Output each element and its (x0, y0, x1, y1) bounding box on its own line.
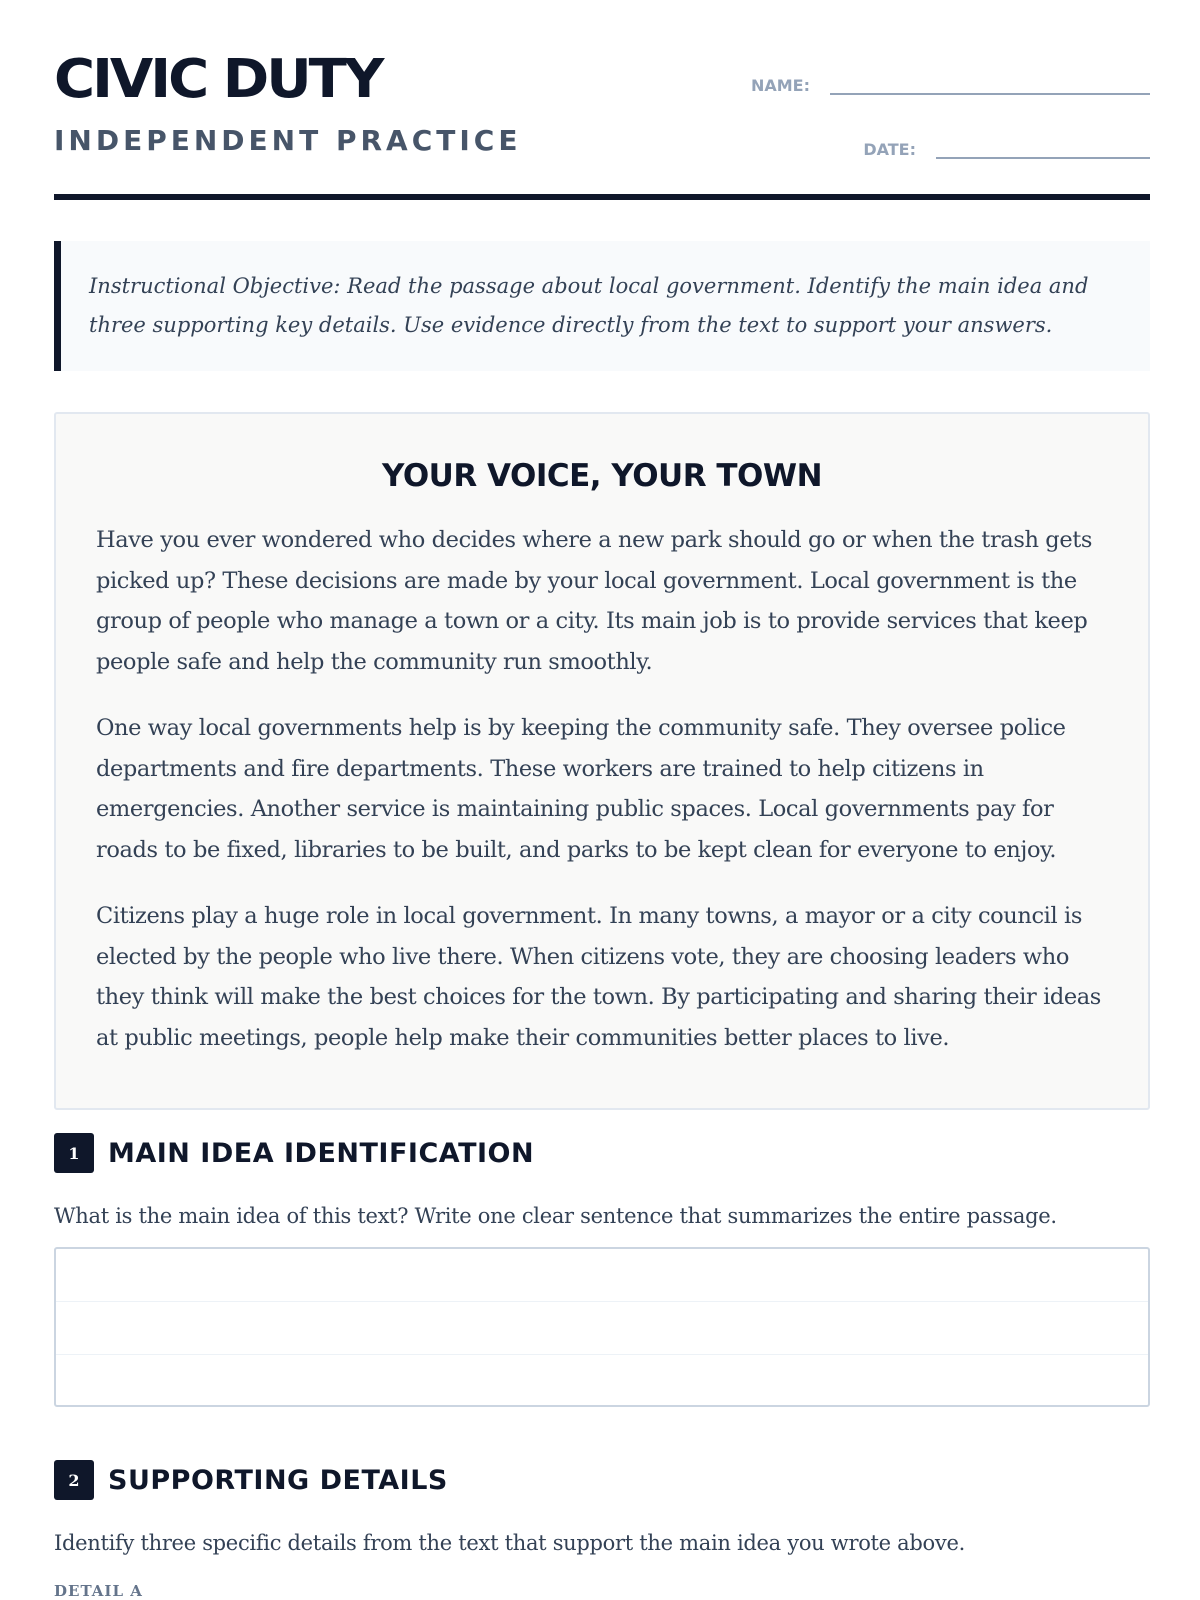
answer-line[interactable] (56, 1249, 1148, 1302)
passage-title: YOUR VOICE, YOUR TOWN (381, 458, 823, 494)
date-label: DATE: (863, 140, 916, 159)
section-2-prompt: Identify three specific details from the text that support the main idea you wrote above. (54, 1531, 965, 1555)
passage-paragraph: Citizens play a huge role in local government. In many towns, a mayor or a city council is elected by the people who live there. When citizens vote, they are choosing leaders who they think will make the best choices for the town. By participating and sharing their ideas at public meetings, people help make their communities better places to live. (96, 903, 1101, 1051)
worksheet-header (54, 0, 1150, 200)
worksheet-page (54, 0, 1150, 1600)
worksheet-title: CIVIC DUTY (54, 48, 382, 111)
answer-line[interactable] (56, 1302, 1148, 1355)
name-label: NAME: (750, 76, 810, 95)
section-1-prompt: What is the main idea of this text? Write one clear sentence that summarizes the entire passage. (54, 1204, 1057, 1228)
section-title: SUPPORTING DETAILS (108, 1464, 448, 1496)
section-title: MAIN IDEA IDENTIFICATION (108, 1137, 535, 1169)
name-field[interactable] (751, 76, 1150, 95)
header-divider (54, 194, 1150, 200)
reading-passage (54, 412, 1150, 1110)
date-field[interactable] (863, 140, 1150, 159)
section-number-badge: 2 (54, 1460, 94, 1500)
section-1-header (54, 1133, 534, 1173)
passage-paragraph: One way local governments help is by keeping the community safe. They oversee police departments and fire departments. These workers are trained to help citizens in emergencies. Another service is maintaining public spaces. Local governments pay for roads to be fixed, libraries to be built, and parks to be kept clean for everyone to enjoy. (96, 715, 1066, 863)
passage-paragraph: Have you ever wondered who decides where a new park should go or when the trash gets picked up? These decisions are made by your local government. Local government is the group of people who manage a town or a city. Its main job is to provide services that keep people safe and help the community run smoothly. (96, 527, 1093, 675)
main-idea-answer-box[interactable] (54, 1247, 1150, 1407)
worksheet-subtitle: INDEPENDENT PRACTICE (54, 124, 522, 157)
section-2-header (54, 1460, 448, 1500)
date-input-line[interactable] (936, 157, 1150, 159)
answer-line[interactable] (56, 1355, 1148, 1408)
instructional-objective: Instructional Objective: Read the passage about local government. Identify the main idea and three supporting key details. Use evidence directly from the text to support your answers. (54, 241, 1150, 371)
detail-a-label: DETAIL A (54, 1582, 143, 1600)
section-number-badge: 1 (54, 1133, 94, 1173)
name-input-line[interactable] (830, 93, 1150, 95)
